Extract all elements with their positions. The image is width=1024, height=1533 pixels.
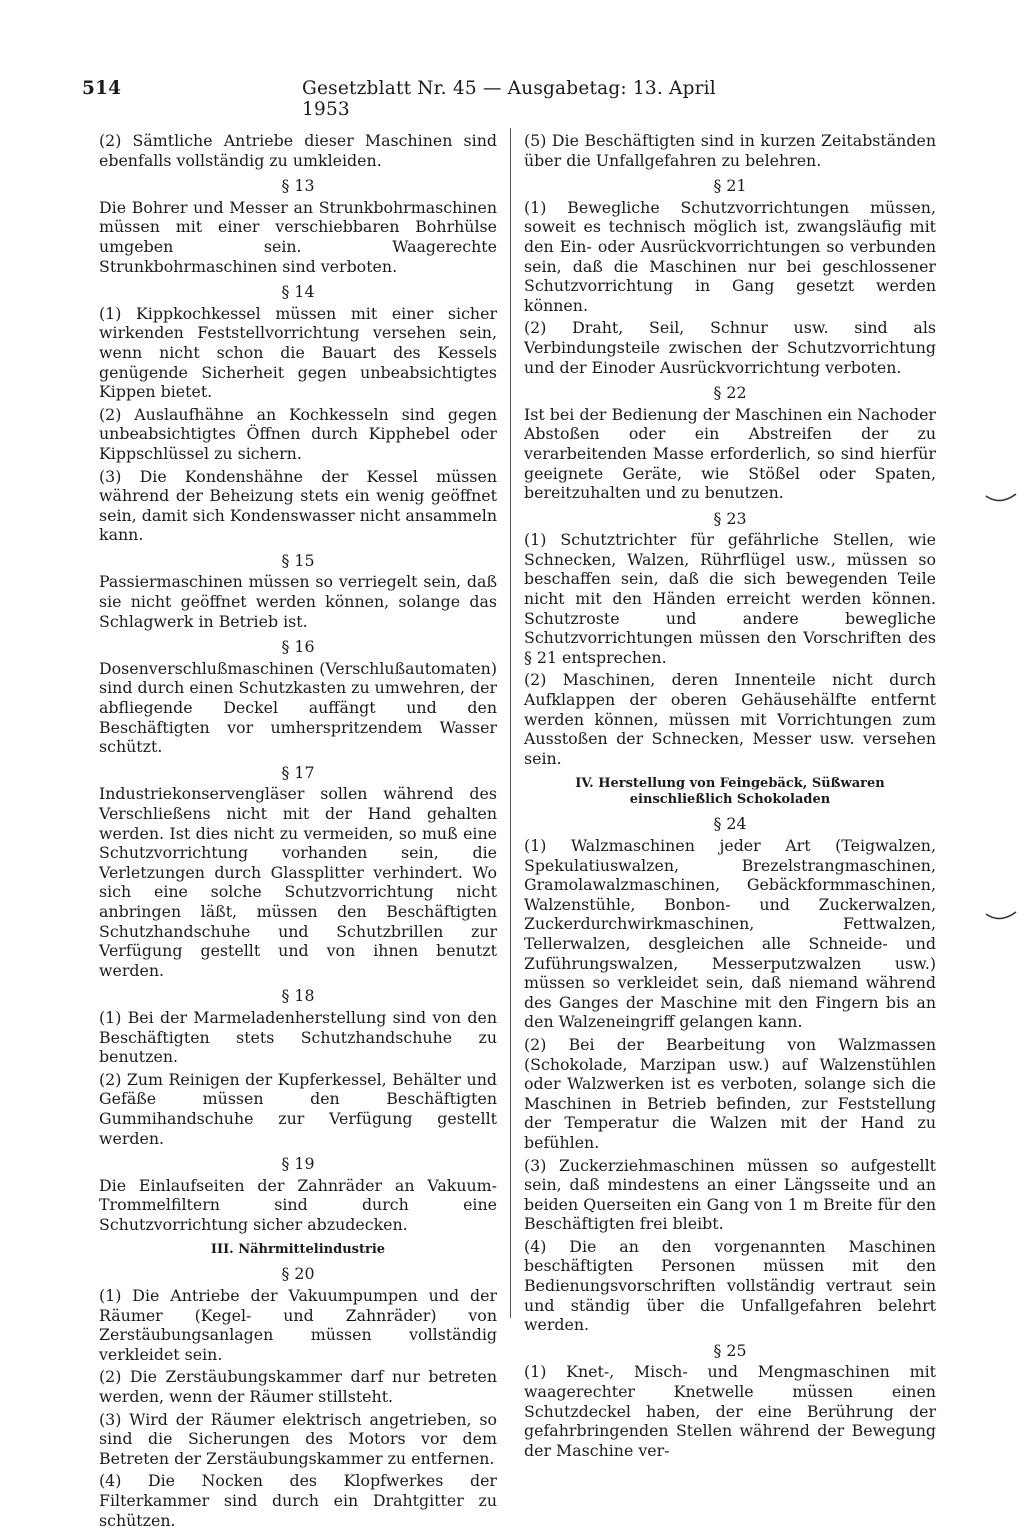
paragraph: (4) Die an den vorgenannten Maschinen beschäftigten Personen müssen mit den Bedienungsvorschriften vollständig vertraut sein und ständig über die Unfallgefahren belehrt werden. <box>524 1236 936 1335</box>
paragraph: Industriekonservengläser sollen während des Verschließens nicht mit der Hand gehalten werden. Ist dies nicht zu vermeiden, so muß eine Schutzvorrichtung vorhanden sein, die Verletzungen durch Glassplitter verhindert. Wo sich eine solche Schutzvorrichtung nicht anbringen läßt, müssen den Beschäftigten Schutzhandschuhe und Schutzbrillen zur Verfügung gestellt und von ihnen benutzt werden. <box>99 784 497 980</box>
section-heading: § 17 <box>281 762 315 782</box>
paragraph: (5) Die Beschäftigten sind in kurzen Zeitabständen über die Unfallgefahren zu belehren. <box>524 131 936 170</box>
left-column <box>99 131 497 1533</box>
section-heading: § 24 <box>713 814 747 834</box>
margin-mark-icon <box>984 492 1018 506</box>
section-heading: § 22 <box>713 383 747 403</box>
paragraph: Passiermaschinen müssen so verriegelt sein, daß sie nicht geöffnet werden können, solange das Schlagwerk in Betrieb ist. <box>99 572 497 631</box>
paragraph: (1) Walzmaschinen jeder Art (Teigwalzen, Spekulatiuswalzen, Brezelstrangmaschinen, Gramolawalzmaschinen, Gebäckformmaschinen, Walzenstühle, Bonbon- und Zuckerwalzen, Zuckerdurchwirkmaschinen, Fettwalzen, Tellerwalzen, desgleichen alle Schneide- und Zuführungswalzen, Messerputzwalzen usw.) müssen so verkleidet sein, daß niemand während des Ganges der Maschine mit den Fingern bis an den Walzeneingriff gelangen kann. <box>524 836 936 1032</box>
paragraph: (2) Sämtliche Antriebe dieser Maschinen sind ebenfalls vollständig zu umkleiden. <box>99 131 497 170</box>
section-heading: § 14 <box>281 282 315 302</box>
paragraph: (2) Maschinen, deren Innenteile nicht durch Aufklappen der oberen Gehäusehälfte entfernt werden können, müssen mit Vorrichtungen zum Ausstoßen der Schnecken, Messer usw. versehen sein. <box>524 670 936 768</box>
paragraph: (1) Kippkochkessel müssen mit einer sicher wirkenden Feststellvorrichtung versehen sein, wenn nicht schon die Bauart des Kessels genügende Sicherheit gegen unbeabsichtigtes Kippen bietet. <box>99 303 497 402</box>
page-header <box>82 78 722 120</box>
section-heading: § 16 <box>281 637 315 657</box>
paragraph: (1) Schutztrichter für gefährliche Stellen, wie Schnecken, Walzen, Rührflügel usw., müssen so beschaffen sein, daß die sich bewegenden Teile nicht mit den Händen erreicht werden können. Schutzroste und andere bewegliche Schutzvorrichtungen müssen den Vorschriften des § 21 entsprechen. <box>524 530 936 667</box>
paragraph: (2) Zum Reinigen der Kupferkessel, Behälter und Gefäße müssen den Beschäftigten Gummihandschuhe zur Verfügung gestellt werden. <box>99 1069 497 1148</box>
section-heading: § 19 <box>281 1154 315 1174</box>
section-heading: § 18 <box>281 986 315 1006</box>
paragraph: Die Einlaufseiten der Zahnräder an Vakuum-Trommelfiltern sind durch eine Schutzvorrichtung sicher abzudecken. <box>99 1175 497 1234</box>
paragraph: (1) Knet-, Misch- und Mengmaschinen mit waagerechter Knetwelle müssen einen Schutzdeckel haben, der eine Berührung der gefahrbringenden Stellen während der Bewegung der Maschine ver- <box>524 1362 936 1460</box>
section-heading: § 20 <box>281 1264 315 1284</box>
section-heading: § 23 <box>713 508 747 528</box>
paragraph: (1) Bewegliche Schutzvorrichtungen müssen, soweit es technisch möglich ist, zwangsläufig mit den Ein- oder Ausrückvorrichtungen so verbunden sein, daß die Maschinen nur bei geschlossener Schutzvorrichtung in Gang gesetzt werden können. <box>524 197 936 315</box>
page-number: 514 <box>82 78 122 99</box>
paragraph: (3) Wird der Räumer elektrisch angetrieben, so sind die Sicherungen des Motors vor dem Betreten der Zerstäubungskammer zu entfernen. <box>99 1409 497 1468</box>
section-heading: § 13 <box>281 176 315 196</box>
right-column <box>524 131 936 1463</box>
paragraph: (1) Die Antriebe der Vakuumpumpen und der Räumer (Kegel- und Zahnräder) von Zerstäubungsanlagen müssen vollständig verkleidet sein. <box>99 1286 497 1364</box>
paragraph: (4) Die Nocken des Klopfwerkes der Filterkammer sind durch ein Drahtgitter zu schützen. <box>99 1471 497 1530</box>
section-heading: § 21 <box>713 176 747 196</box>
paragraph: (3) Zuckerziehmaschinen müssen so aufgestellt sein, daß mindestens an einer Längsseite und an beiden Querseiten ein Gang von 1 m Breite für den Beschäftigten frei bleibt. <box>524 1155 936 1234</box>
paragraph: (1) Bei der Marmeladenherstellung sind von den Beschäftigten stets Schutzhandschuhe zu benutzen. <box>99 1007 497 1067</box>
paragraph: Die Bohrer und Messer an Strunkbohrmaschinen müssen mit einer verschiebbaren Bohrhülse umgeben sein. Waagerechte Strunkbohrmaschinen sind verboten. <box>99 197 497 276</box>
paragraph: (2) Die Zerstäubungskammer darf nur betreten werden, wenn der Räumer stillsteht. <box>99 1367 497 1407</box>
paragraph: (3) Die Kondenshähne der Kessel müssen während der Beheizung stets ein wenig geöffnet sein, damit sich Kondenswasser nicht ansammeln kann. <box>99 466 497 545</box>
margin-mark-icon <box>984 910 1018 924</box>
paragraph: Dosenverschlußmaschinen (Verschlußautomaten) sind durch einen Schutzkasten zu umwehren, der abfliegende Deckel auffängt und den Beschäftigten vor umherspritzendem Wasser schützt. <box>99 658 497 757</box>
chapter-heading: III. Nährmittelindustrie <box>210 1242 386 1258</box>
column-divider <box>510 128 511 1318</box>
paragraph: (2) Auslaufhähne an Kochkesseln sind gegen unbeabsichtigtes Öffnen durch Kipphebel oder Kippschlüssel zu sichern. <box>99 404 497 463</box>
section-heading: § 25 <box>713 1340 747 1360</box>
chapter-heading: IV. Herstellung von Feingebäck, Süßwaren einschließlich Schokoladen <box>575 776 885 808</box>
paragraph: (2) Bei der Bearbeitung von Walzmassen (Schokolade, Marzipan usw.) auf Walzenstühlen oder Walzwerken ist es verboten, solange sich die Maschinen in Betrieb befinden, zur Feststellung der Temperatur die Walzen mit der Hand zu befühlen. <box>524 1034 936 1152</box>
gazette-title: Gesetzblatt Nr. 45 — Ausgabetag: 13. April 1953 <box>302 78 716 120</box>
paragraph: (2) Draht, Seil, Schnur usw. sind als Verbindungsteile zwischen der Schutzvorrichtung und der Einoder Ausrückvorrichtung verboten. <box>524 318 936 377</box>
section-heading: § 15 <box>281 550 315 570</box>
paragraph: Ist bei der Bedienung der Maschinen ein Nachoder Abstoßen oder ein Abstreifen der zu verarbeitenden Masse erforderlich, so sind hierfür geeignete Geräte, wie Stößel oder Spaten, bereitzuhalten und zu benutzen. <box>524 404 936 503</box>
